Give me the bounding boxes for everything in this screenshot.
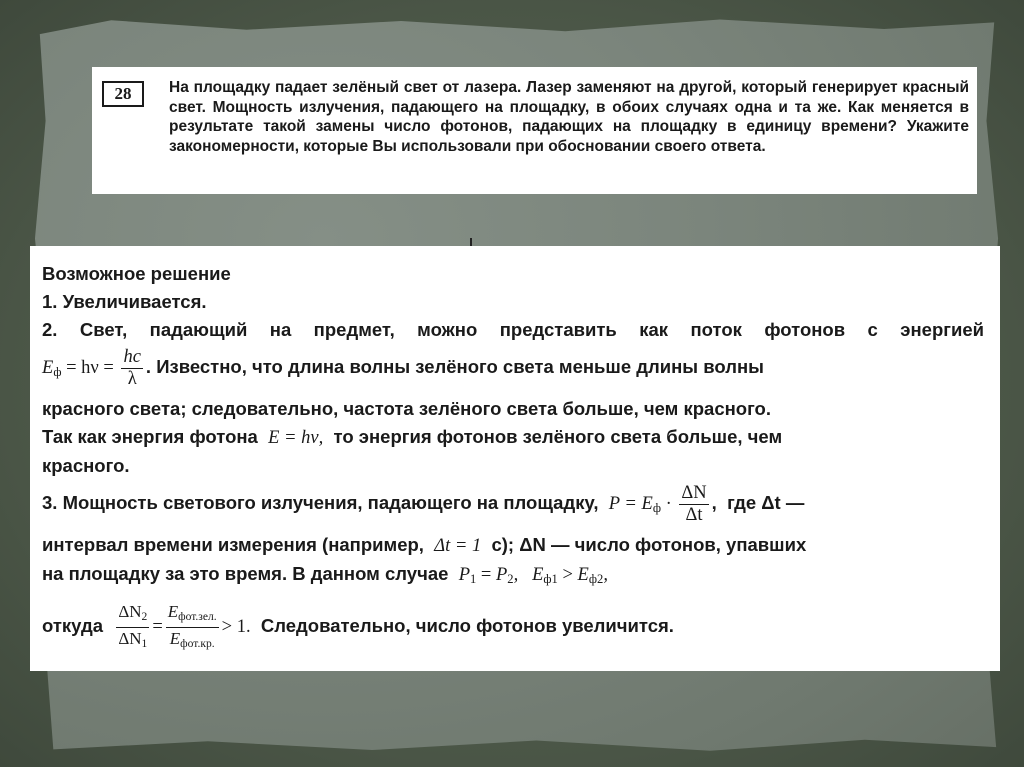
solution-item-2-c: красного света; следовательно, частота зелёного света больше, чем красного. (42, 398, 771, 420)
formula-e-hv: E = hν, (268, 428, 324, 449)
formula-p1-p2: $P_1 = P_2$, $E_{ф1} > E_{ф2}$, (458, 565, 608, 587)
fraction-e-green-red: $\frac{E_{фот.зел.}}{E_{фот.кр.}}$ (167, 602, 217, 650)
solution-item-3-c: на площадку за это время. В данном случае $P_1 = P_2$, $E_{ф1} > E_{ф2}$, (42, 563, 608, 587)
solution-item-2-b: $E_ф = h\nu$ = $\frac{hc}{\lambda}$ . Известно, что длина волны зелёного света меньше длины волны (42, 346, 764, 389)
fraction-hc-lambda: $\frac{hc}{\lambda}$ (123, 346, 141, 389)
solution-card (30, 246, 1000, 671)
solution-item-3-d: откуда $\frac{\Delta N_2}{\Delta N_1}$ = $\frac{E_{фот.зел.}}{E_{фот.кр.}}$ > 1. Следовательно, число фотонов увеличится. (42, 599, 984, 654)
solution-body (42, 260, 984, 654)
solution-item-3-a: 3. Мощность светового излучения, падающего на площадку, $P = E_ф$ · $\frac{\Delta N}{\Delta t}$ , где Δt — (42, 482, 805, 525)
fraction-dn-dt: $\frac{\Delta N}{\Delta t}$ (681, 482, 707, 525)
solution-item-2-e: красного. (42, 455, 130, 477)
formula-photon-energy: $E_ф = h\nu$ = (42, 358, 119, 380)
solution-item-2-a: 2. Свет, падающий на предмет, можно представить как поток фотонов с энергией (42, 319, 984, 340)
solution-item-3-b: интервал времени измерения (например, Δt = 1 с); ΔN — число фотонов, упавших (42, 534, 807, 557)
fraction-dn2-dn1: $\frac{\Delta N_2}{\Delta N_1}$ (118, 602, 148, 650)
task-card (92, 67, 977, 194)
solution-item-2-d: Так как энергия фотона E = hν, то энергия фотонов зелёного света больше, чем (42, 426, 783, 449)
task-number: 28 (102, 81, 144, 107)
solution-heading: Возможное решение (42, 263, 231, 284)
task-text: На площадку падает зелёный свет от лазера. Лазер заменяют на другой, который генерирует красный свет. Мощность излучения, падающего на площадку, в обоих случаях одна и та же. Как меняется в результате такой замены число фотонов, падающих на площадку в единицу времени? Укажите закономерности, которые Вы использовали при обосновании своего ответа. (169, 79, 969, 155)
formula-dt-1: Δt = 1 (434, 536, 482, 557)
solution-item-1: 1. Увеличивается. (42, 291, 207, 312)
dash-mark (470, 238, 472, 246)
formula-power: $P = E_ф$ · (608, 494, 677, 516)
